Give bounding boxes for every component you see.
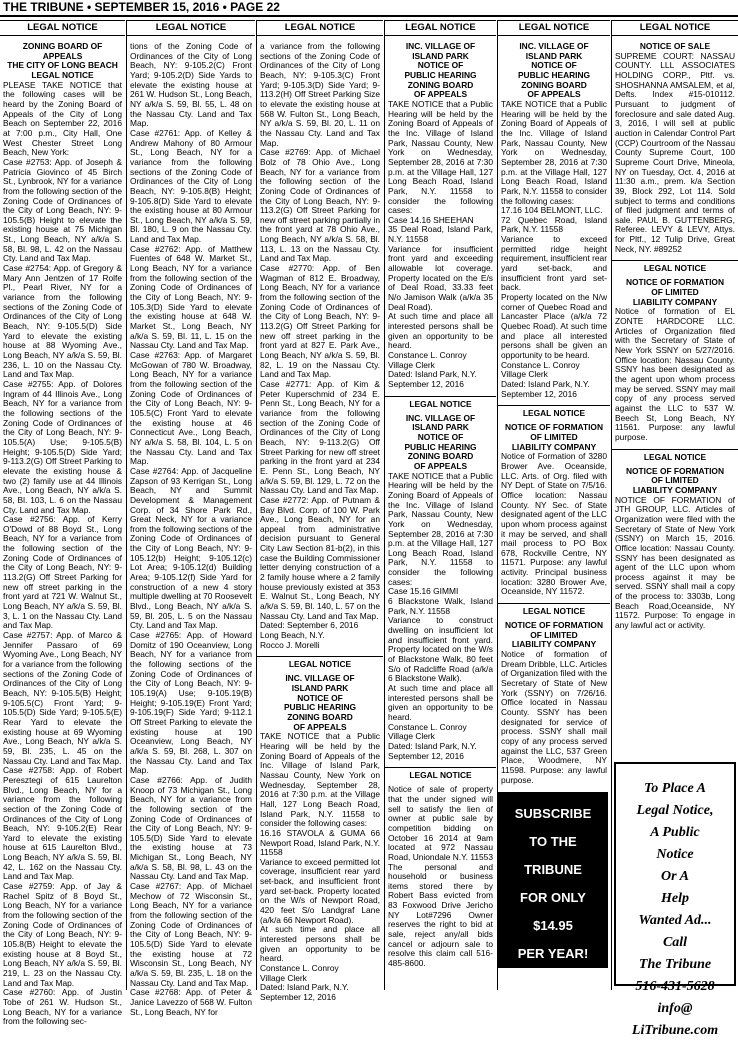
notice-header: LEGAL NOTICE xyxy=(385,396,496,410)
ad-line: info@ xyxy=(657,1001,693,1016)
ad-line: Wanted Ad... xyxy=(638,913,712,928)
notice-body: TAKE NOTICE that a Public Hearing will be held by the Zoning Board of Appeals of the Inc. Village of Island Park, Nassau County, New York on Wednesday, September 28, 2016 at 7:30 p.m. at the Village Hall, 127 Long Beach Road, Island Park, N.Y. 11558 to consider the following cases: Case 15.16 GIMMI 6 Blackstone Walk, Island Park, N.Y. 11558 Variance to construct dwelling on insufficient lot and insufficient front yard. Property located on the W/s of Blackstone Walk, 80 feet S/o of Radcliffe Road (a/k/a 6 Blackstone Walk). At such time and place all interested persons shall be given an opportunity to be heard. Constance L. Conroy Village Clerk Dated: Island Park, N.Y. September 12, 2016 xyxy=(388,470,493,761)
notice-body: TAKE NOTICE that a Public Hearing will be held by the Zoning Board of Appeals of the Inc. Village of Island Park, Nassau County, New York on Wednesday, September 28, 2016 at 7:30 p.m. at the Village Hall, 127 Long Beach Road, Island Park, N.Y. 11558 to consider the following cases: 16.16 STAVOLA & GUMA 66 Newport Road, Island Park, N.Y. 11558 Variance to exceed permitted lot coverage, insufficient rear yard set-back, and insufficient front yard set-back. Property located on the W/s of Newport Road, 420 feet S/o Landgraf Lane (a/k/a 66 Newport Road). At such time and place all interested persons shall be given an opportunity to be heard. Constance L. Conroy Village Clerk Dated: Island Park, N.Y. September 12, 2016 xyxy=(260,731,380,1002)
notice-body: a variance from the following sections of the Zoning Code of Ordinances of the City of Long Beach, NY: 9-105.3(C) Front Yard; 9-105.3(D) Side Yard; 9-113.2(H) Off Street Parking Size to elevate the existing house at 568 W. Fulton St., Long Beach, NY a/k/a S. 59, Bl. 20, L. 11 on the Nassau Cty. Land and Tax Map. Case #2769: App. of Michael Bolz of 78 Ohio Ave., Long Beach, NY for a variance from the following section of the Zoning Code of Ordinances of the City of Long Beach, NY: 9-113.2(G) Off Street Parking for new off street parking partially in the front yard at 78 Ohio Ave., Long Beach, NY a/k/a S. 58, Bl. 113, L. 13 on the Nassau Cty. Land and Tax Map. Case #2770: App. of Ben Wagman of 812 E. Broadway, Long Beach, NY for a variance from the following section of the Zoning Code of Ordinances of the City of Long Beach, NY: 9-113.2(G) Off Street Parking for new off street parking in the front yard at 827 E. Park Ave., Long Beach, NY a/k/a S. 59, Bl. 82, L. 19 on the Nassau Cty. Land and Tax Map. Case #2771: App. of Kim & Peter Kuperschmid of 234 E. Penn St., Long Beach, NY for a variance from the following section of the Zoning Code of Ordinances of the City of Long Beach, NY: 9-113.2(G) Off Street Parking for new off street parking in the front yard at 234 E. Penn St., Long Beach, NY a/k/a S. 59, Bl. 129, L. 72 on the Nassau Cty. Land and Tax Map. Case #2772: App. of Putnam & Bay Blvd. Corp. of 100 W. Park Ave., Long Beach, NY for an appeal from administrative decision pursuant to General City Law Section 81-b(2), in this case the Building Commissioner letter denying construction of a 2 family house where a 2 family house previously existed at 353 E. Walnut St., Long Beach, NY a/k/a S. 59, Bl. 140, L. 57 on the Nassau Cty. Land and Tax Map. Dated: September 6, 2016 Long Beach, N.Y. Rocco J. Morelli xyxy=(260,41,380,650)
notice-title: NOTICE OF FORMATION OF LIMITED LIABILITY COMPANY xyxy=(504,422,603,452)
notice-body: Notice of formation of EL ZONTE HARDCORE LLC. Articles of Organization filed with the Secretary of State of New York SSNY on 5/27/2016. Office location: Nassau County. SSNY has been designated as the agent upon whom process may be served. SSNY may mail copy of any process served against the LLC to 537 W. Beech St, Long Beach, NY 11561. Purpose: any lawful purpose. xyxy=(615,306,735,442)
notice-title: NOTICE OF FORMATION OF LIMITED LIABILITY COMPANY xyxy=(625,277,724,307)
notice-body: PLEASE TAKE NOTICE that the following cases will be heard by the Zoning Board of Appeals of the City of Long Beach on September 22, 2016 at 7:00 p.m., City Hall, One West Chester Street Long Beach, New York: Case #2753: App. of Joseph & Patricia Giovinco of 45 Birch St., Lynbrook, NY for a variance from the following section of the Zoning Code of Ordinances of the City of Long Beach, NY: 9-105.5(B) Height to elevate the existing house at 75 Michigan St., Long Beach, NY a/k/a S. 58, Bl. 98, L. 42 on the Nassau Cty. Land and Tax Map. Case #2754: App. of Gregory & Mary Ann Jentzen of 17 Rolfe Pl., Pearl River, NY for a variance from the following sections of the Zoning Code of Ordinances of the City of Long Beach, NY: 9-105.5(D) Side Yard to elevate the existing house at 88 Wyoming Ave., Long Beach, NY a/k/a S. 59, Bl. 236, L. 10 on the Nassau Cty. Land and Tax Map. Case #2755: App. of Dolores Ingram of 44 Illinois Ave., Long Beach, NY for a variance from the following sections of the Zoning Code of Ordinances of the City of Long Beach, NY: 9-105.5(A) Use; 9-105.5(B) Height; 9-105.5(D) Side Yard; 9-113.2(G) Off Street Parking to elevate the existing house & two (2) family use at 44 Illinois Ave., Long Beach, NY a/k/a S. 58, Bl. 103, L. 6 on the Nassau Cty. Land and Tax Map. Case #2756: App. of Kerry O'Dowd of 88 Boyd St., Long Beach, NY for a variance from the following section of the Zoning Code of Ordinances of the City of Long Beach, NY: 9-113.2(G) Off Street Parking for new off street parking in the front yard at 721 W. Walnut St., Long Beach, NY a/k/a S. 59, Bl. 3, L. 1 on the Nassau Cty. Land and Tax Map. Case #2757: App. of Marco & Jennifer Passaro of 69 Wyoming Ave., Long Beach, NY for a variance from the following sections of the Zoning Code of Ordinances of the City of Long Beach, NY: 9-105.5(B) Height; 9-105.5(C) Front Yard; 9-105.5(D) Side Yard; 9-105.5(E) Rear Yard to elevate the existing house at 69 Wyoming Ave., Long Beach, NY a/k/a S. 59, Bl. 235, L. 45 on the Nassau Cty. Land and Tax Map. Case #2758: App. of Robert Peresztegi of 615 Laurelton Blvd., Long Beach, NY for a variance from the following section of the Zoning Code of Ordinances of the City of Long Beach, NY: 9-105.2(E) Rear Yard to elevate the existing house at 615 Laurelton Blvd., Long Beach, NY a/k/a S. 59, Bl. 42, L. 162 on the Nassau Cty. Land and Tax Map. Case #2759: App. of Jay & Rachel Spitz of 8 Boyd St., Long Beach, NY for a variance from the following section of the Zoning Code of Ordinances of the City of Long Beach, NY: 9-105.8(B) Height to elevate the existing house at 8 Boyd St., Long Beach, NY a/k/a S. 59, Bl. 219, L. 23 on the Nassau Cty. Land and Tax Map. Case #2760: App. of Justin Tobe of 261 W. Hudson St., Long Beach, NY for a variance from the following sec- xyxy=(3,79,122,1027)
notice-body: NOTICE OF FORMATION of JTH GROUP, LLC. Articles of Organization were filed with the Secretary of State of New York (SSNY) on March 15, 2016. Office location: Nassau County. SSNY has been designated as agent of the LLC upon whom process against it may be served. SSNY shall mail a copy of the process to: 3303b, Long Beach Road,Oceanside, NY 11572. Purpose: To engage in any lawful act or activity. xyxy=(615,494,735,631)
notice-header: LEGAL NOTICE xyxy=(612,449,738,463)
subscribe-line: PER YEAR! xyxy=(517,946,589,961)
column-header: LEGAL NOTICE xyxy=(257,20,383,36)
ad-line: Help xyxy=(661,891,689,906)
ad-line: Notice xyxy=(656,847,694,862)
column-3 xyxy=(256,20,383,1002)
column-header: LEGAL NOTICE xyxy=(127,20,255,36)
notice-body: TAKE NOTICE that a Public Hearing will be held by the Zoning Board of Appeals of the Inc. Village of Island Park, Nassau County, New York on Wednesday, September 28, 2016 at 7:30 p.m. at the Village Hall, 127 Long Beach Road, Island Park, N.Y. 11558 to consider the following cases: Case 14.16 SHEEHAN 35 Deal Road, Island Park, N.Y. 11558 Variance for insufficient front yard and exceeding allowable lot coverage. Property located on the E/s of Deal Road, 33.33 feet N/o Jamison Walk (a/k/a 35 Deal Road). At such time and place all interested persons shall be given an opportunity to be heard. Constance L. Conroy Village Clerk Dated: Island Park, N.Y. September 12, 2016 xyxy=(388,98,493,389)
notice-title: INC. VILLAGE OF ISLAND PARK NOTICE OF PUBLIC HEARING ZONING BOARD OF APPEALS xyxy=(404,412,477,471)
subscribe-line: SUBSCRIBE xyxy=(514,806,592,821)
notice-header: LEGAL NOTICE xyxy=(498,405,610,419)
ad-line: A Public xyxy=(650,825,700,840)
notice-body: Notice of Formation of 3280 Brower Ave. Oceanside, LLC. Arts. of Org. filed with NY Dept. of State on 7/5/16. Office location: Nassau County. NY Sec. of State designated agent of the LLC upon whom process against it may be served, and shall mail process to PO Box 678, Rockville Centre, NY 11571. Purpose: any lawful activity. Principal business location: 3280 Brower Ave, Oceanside, NY 11572. xyxy=(501,451,607,597)
notice-header: LEGAL NOTICE xyxy=(612,260,738,274)
ad-line: Legal Notice, xyxy=(636,803,714,818)
column-1 xyxy=(0,20,125,1027)
subscribe-line: TRIBUNE xyxy=(524,862,582,877)
notice-header: LEGAL NOTICE xyxy=(257,656,383,670)
notice-body: Notice of formation of Dream Dribble, LLC. Articles of Organization filed with the Secretary of State of New York (SSNY) on 7/26/16. Office located in Nassau County. SSNY has been designated for service of process. SSNY shall mail copy of any process served against the LLC, 537 Green Place, Woodmere, NY 11598. Purpose: any lawful purpose. xyxy=(501,649,607,785)
notice-title: INC. VILLAGE OF ISLAND PARK NOTICE OF PUBLIC HEARING ZONING BOARD OF APPEALS xyxy=(517,41,591,100)
column-4 xyxy=(384,20,496,990)
notice-title: NOTICE OF SALE xyxy=(639,41,711,51)
subscribe-line: CALL 431-5628 xyxy=(506,974,600,989)
ad-line: Or A xyxy=(661,869,689,884)
subscribe-ad xyxy=(498,792,608,989)
notice-header: LEGAL NOTICE xyxy=(385,767,496,781)
ad-phone: 516-431-5628 xyxy=(635,979,715,994)
ad-website: LiTribune.com xyxy=(631,1023,719,1038)
notice-title: INC. VILLAGE OF ISLAND PARK NOTICE OF PUBLIC HEARING ZONING BOARD OF APPEALS xyxy=(404,41,477,100)
notice-body: TAKE NOTICE that a Public Hearing will be held by the Zoning Board of Appeals of the Inc. Village of Island Park, Nassau County, New York on Wednesday, September 28, 2016 at 7:30 p.m. at the Village Hall, 127 Long Beach Road, Island Park, N.Y. 11558 to consider the following cases: 17.16 104 BELMONT, LLC. 72 Quebec Road, Island Park, N.Y. 11558 Variance to exceed permitted ridge height requirement, insufficient rear yard set-back, and insufficient front yard set-back. Property located on the N/w corner of Quebec Road and Lancaster Place (a/k/a 72 Quebec Road). At such time and place all interested persons shall be given an opportunity to be heard. Constance L. Conroy Village Clerk Dated: Island Park, N.Y. September 12, 2016 xyxy=(501,98,607,399)
notice-title: ZONING BOARD OF APPEALS THE CITY OF LONG BEACH LEGAL NOTICE xyxy=(7,41,118,80)
place-ad-box xyxy=(614,762,736,1038)
notice-title: INC. VILLAGE OF ISLAND PARK NOTICE OF PUBLIC HEARING ZONING BOARD OF APPEALS xyxy=(283,673,357,732)
ad-line: Call xyxy=(662,935,688,950)
column-header: LEGAL NOTICE xyxy=(612,20,738,36)
subscribe-line: FOR ONLY xyxy=(520,890,586,905)
subscribe-line: $14.95 xyxy=(533,918,573,933)
notice-body: Notice of sale of property that the under signed will sell to satisfy the lien of owner at public sale by competition bidding on October 16 2014 at 9am located at 972 Nassau Road, Uniondale N.Y. 11553 The personal and household or business items stored there by Robert Bass evicted from 83 Foxwood Drive Jericho NY Lot#7296 Owner reserves the right to bid at sale, reject any/all bids cancel or adjourn sale to resolve this claim call 516-485-8600. xyxy=(388,784,493,969)
notice-title: NOTICE OF FORMATION OF LIMITED LIABILITY COMPANY xyxy=(504,620,603,650)
masthead: THE TRIBUNE • SEPTEMBER 15, 2016 • PAGE 22 xyxy=(0,0,738,17)
column-header: LEGAL NOTICE xyxy=(385,20,496,36)
notice-header: LEGAL NOTICE xyxy=(498,603,610,617)
column-2 xyxy=(126,20,255,1017)
column-header: LEGAL NOTICE xyxy=(498,20,610,36)
column-header: LEGAL NOTICE xyxy=(0,20,125,36)
subscribe-line: TO THE xyxy=(529,834,577,849)
notice-body: SUPREME COURT: NASSAU COUNTY. LLL ASSOCIATES HOLDING CORP., Pltf. vs. SHOSHANNA AMSALEM, et al, Defts. Index #15-010112. Pursuant to judgment of foreclosure and sale dated Aug. 3, 2016, I will sell at public auction in Calendar Control Part (CCP) Courtroom of the Nassau County Supreme Court, 100 Supreme Court Drive, Mineola, NY on Tuesday, Oct. 4, 2016 at 11:30 a.m., prem. k/a Section 39, Block 292, Lot 114. Sold subject to terms and conditions of filed judgment and terms of sale. PAUL B. GUTTENBERG, Referee. LEVY & LEVY, Attys. for Pltf., 12 Tulip Drive, Great Neck, NY. #89252 xyxy=(615,50,735,254)
notice-title: NOTICE OF FORMATION OF LIMITED LIABILITY COMPANY xyxy=(625,465,724,495)
notice-body: tions of the Zoning Code of Ordinances of the City of Long Beach, NY: 9-105.2(C) Front Yard; 9-105.2(D) Side Yards to elevate the existing house at 261 W. Hudson St., Long Beach, NY a/k/a S. 59, Bl. 55, L. 48 on the Nassau Cty. Land and Tax Map. Case #2761: App. of Kelley & Andrew Mahony of 80 Armour St., Long Beach, NY for a variance from the following sections of the Zoning Code of Ordinances of the City of Long Beach, NY: 9-105.8(B) Height; 9-105.8(D) Side Yard to elevate the existing house at 80 Armour St., Long Beach, NY a/k/a S. 59, Bl. 180, L. 9 on the Nassau Cty. Land and Tax Map. Case #2762: App. of Matthew Fuentes of 648 W. Market St., Long Beach, NY for a variance from the following section of the Zoning Code of Ordinances of the City of Long Beach, NY: 9-105.3(D) Side Yard to elevate the existing house at 648 W. Market St., Long Beach, NY a/k/a S. 59, Bl. 11, L. 15 on the Nassau Cty. Land and Tax Map. Case #2763: App. of Margaret McGowan of 780 W. Broadway, Long Beach, NY for a variance from the following section of the Zoning Code of Ordinances of the City of Long Beach, NY: 9-105.5(C) Front Yard to elevate the existing house at 46 Connecticut Ave., Long Beach, NY a/k/a S. 58, Bl. 104, L. 5 on the Nassau Cty. Land and Tax Map. Case #2764: App. of Jacqueline Zapson of 93 Kerrigan St., Long Beach, NY and Summit Development & Management Corp. of 34 Shore Park Rd., Great Neck, NY for a variance from the following sections of the Zoning Code of Ordinances of the City of Long Beach, NY: 9-105.12(b) Height; 9-105.12(c) Lot Area; 9-105.12(d) Building Area; 9-105.12(f) Side Yard for construction of a new 4 story multiple dwelling at 70 Roosevelt Blvd., Long Beach, NY a/k/a S. 59, Bl. 205, L. 5 on the Nassau Cty. Land and Tax Map. Case #2765: App. of Howard Domitz of 190 Oceanview, Long Beach, NY for a variance from the following sections of the Zoning Code of Ordinances of the City of Long Beach, NY: 9-105.19(A) Use; 9-105.19(B) Height; 9-105.19(E) Front Yard; 9-105.19(F) Side Yard; 9-112.1 Off Street Parking to elevate the existing house at 190 Oceanview, Long Beach, NY a/k/a S. 59, Bl. 268, L. 307 on the Nassau Cty. Land and Tax Map. Case #2766: App. of Judith Knoop of 73 Michigan St., Long Beach, NY for a variance from the following section of the Zoning Code of Ordinances of the City of Long Beach, NY: 9-105.5(D) Side Yard to elevate the existing house at 73 Michigan St., Long Beach, NY a/k/a S. 58, Bl. 98, L. 43 on the Nassau Cty. Land and Tax Map. Case #2767: App. of Michael Mechow of 72 Wisconsin St., Long Beach, NY for a variance from the following section of the Zoning Code of Ordinances of the City of Long Beach, NY: 9-105.5(D) Side Yard to elevate the existing house at 72 Wisconsin St., Long Beach, NY a/k/a S. 59, Bl. 235, L. 18 on the Nassau Cty. Land and Tax Map. Case #2768: App. of Peter & Janice Lavezzo of 568 W. Fulton St., Long Beach, NY for xyxy=(130,41,252,1017)
ad-line: To Place A xyxy=(644,781,706,796)
ad-line: The Tribune xyxy=(638,957,712,972)
